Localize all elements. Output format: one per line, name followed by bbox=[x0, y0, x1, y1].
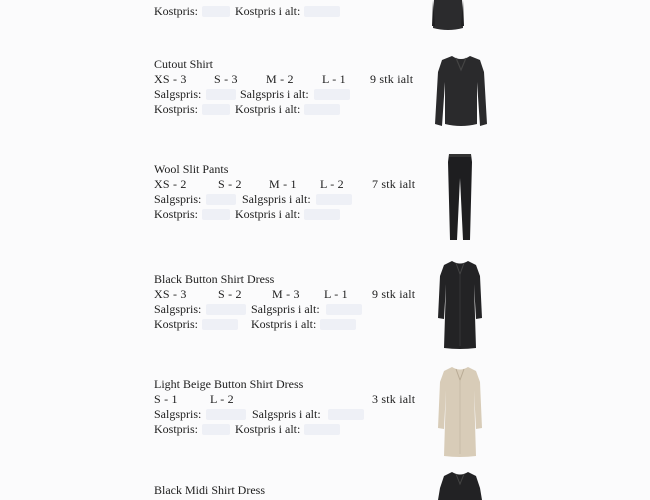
salgspris-total-label: Salgspris i alt: bbox=[240, 87, 309, 101]
kostpris-line bbox=[154, 317, 484, 332]
size-count: S - 2 bbox=[218, 177, 242, 191]
size-count: L - 2 bbox=[210, 392, 234, 406]
salgspris-total-label: Salgspris i alt: bbox=[252, 407, 321, 421]
kostpris-label: Kostpris: bbox=[154, 207, 199, 221]
size-count: S - 3 bbox=[214, 72, 238, 86]
product-entry bbox=[154, 377, 484, 437]
kostpris-line bbox=[154, 207, 484, 222]
size-count: XS - 2 bbox=[154, 177, 187, 191]
kostpris-line bbox=[154, 422, 484, 437]
redacted-value bbox=[202, 104, 230, 115]
beige-shirt-dress-icon bbox=[436, 364, 484, 458]
size-breakdown bbox=[154, 392, 484, 407]
redacted-value bbox=[320, 319, 356, 330]
salgspris-line bbox=[154, 192, 484, 207]
pants-icon bbox=[444, 152, 476, 244]
kostpris-total-label: Kostpris i alt: bbox=[235, 4, 301, 18]
size-count: L - 1 bbox=[322, 72, 346, 86]
size-count: XS - 3 bbox=[154, 287, 187, 301]
product-title: Black Midi Shirt Dress bbox=[154, 483, 265, 497]
redacted-value bbox=[314, 89, 350, 100]
kostpris-total-label: Kostpris i alt: bbox=[235, 422, 301, 436]
size-count: M - 3 bbox=[272, 287, 300, 301]
kostpris-label: Kostpris: bbox=[154, 102, 199, 116]
size-count: XS - 3 bbox=[154, 72, 187, 86]
redacted-value bbox=[206, 194, 236, 205]
size-count: S - 1 bbox=[154, 392, 178, 406]
size-count: M - 2 bbox=[266, 72, 294, 86]
redacted-value bbox=[326, 304, 362, 315]
redacted-value bbox=[304, 209, 340, 220]
kostpris-label: Kostpris: bbox=[154, 317, 199, 331]
redacted-value bbox=[202, 6, 230, 17]
total-quantity: 9 stk ialt bbox=[372, 287, 416, 301]
product-title: Wool Slit Pants bbox=[154, 162, 229, 176]
salgspris-total-label: Salgspris i alt: bbox=[242, 192, 311, 206]
kostpris-label: Kostpris: bbox=[154, 422, 199, 436]
redacted-value bbox=[304, 6, 340, 17]
salgspris-total-label: Salgspris i alt: bbox=[251, 302, 320, 316]
redacted-value bbox=[304, 104, 340, 115]
size-count: L - 2 bbox=[320, 177, 344, 191]
salgspris-line bbox=[154, 407, 484, 422]
kostpris-label: Kostpris: bbox=[154, 4, 199, 18]
product-entry bbox=[154, 162, 484, 222]
redacted-value bbox=[206, 304, 246, 315]
total-quantity: 9 stk ialt bbox=[370, 72, 414, 86]
salgspris-label: Salgspris: bbox=[154, 192, 202, 206]
product-title: Light Beige Button Shirt Dress bbox=[154, 377, 304, 391]
redacted-value bbox=[202, 209, 230, 220]
salgspris-label: Salgspris: bbox=[154, 407, 202, 421]
kostpris-total-label: Kostpris i alt: bbox=[235, 207, 301, 221]
product-title: Black Button Shirt Dress bbox=[154, 272, 275, 286]
redacted-value bbox=[206, 409, 246, 420]
redacted-value bbox=[202, 424, 230, 435]
total-quantity: 7 stk ialt bbox=[372, 177, 416, 191]
shirt-dress-icon bbox=[436, 258, 484, 350]
size-breakdown bbox=[154, 287, 484, 302]
size-breakdown bbox=[154, 177, 484, 192]
product-entry bbox=[154, 272, 484, 332]
midi-dress-icon bbox=[436, 470, 484, 500]
redacted-value bbox=[316, 194, 352, 205]
redacted-value bbox=[202, 319, 238, 330]
size-count: M - 1 bbox=[269, 177, 297, 191]
total-quantity: 3 stk ialt bbox=[372, 392, 416, 406]
size-count: S - 2 bbox=[218, 287, 242, 301]
redacted-value bbox=[304, 424, 340, 435]
top-garment-icon bbox=[430, 0, 466, 32]
salgspris-line bbox=[154, 302, 484, 317]
redacted-value bbox=[206, 89, 236, 100]
salgspris-label: Salgspris: bbox=[154, 87, 202, 101]
long-sleeve-shirt-icon bbox=[430, 52, 492, 132]
salgspris-label: Salgspris: bbox=[154, 302, 202, 316]
kostpris-total-label: Kostpris i alt: bbox=[235, 102, 301, 116]
size-count: L - 1 bbox=[324, 287, 348, 301]
product-title: Cutout Shirt bbox=[154, 57, 214, 71]
product-entry bbox=[154, 483, 484, 498]
redacted-value bbox=[328, 409, 364, 420]
kostpris-total-label: Kostpris i alt: bbox=[251, 317, 317, 331]
